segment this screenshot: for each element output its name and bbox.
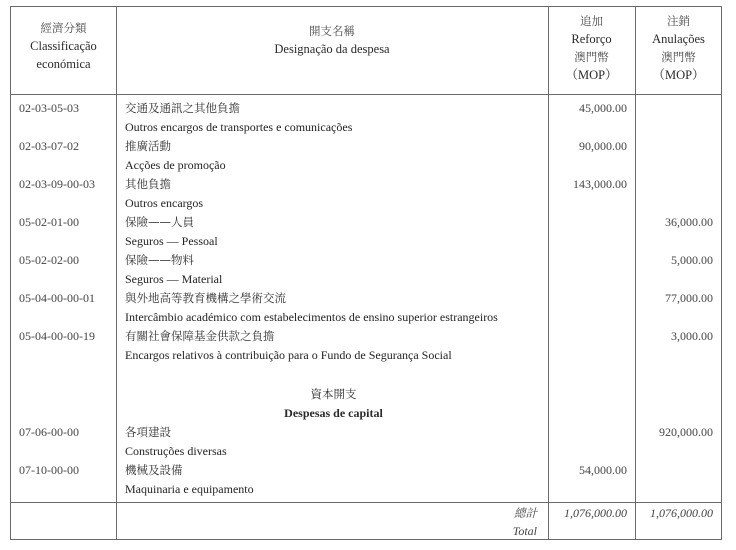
total-label (513, 504, 537, 540)
row-code: 05-02-01-00 (19, 215, 79, 229)
table-row (11, 213, 721, 251)
total-label-cn: 總計 (514, 506, 537, 520)
table-row (11, 289, 721, 327)
header-classification-pt2: económica (36, 57, 91, 71)
header-anulacoes-pt: Anulações (652, 32, 705, 46)
row-designation-cn: 有關社會保障基金供款之負擔 (125, 329, 275, 343)
header-rule (11, 94, 721, 95)
row-code: 07-10-00-00 (19, 463, 79, 477)
header-classification (11, 19, 116, 73)
section-heading (117, 385, 550, 423)
row-reforco: 54,000.00 (579, 463, 627, 477)
row-code: 05-02-02-00 (19, 253, 79, 267)
row-code: 02-03-09-00-03 (19, 177, 95, 191)
row-designation-pt: Outros encargos de transportes e comunicações (125, 120, 353, 134)
header-classification-cn: 經濟分類 (40, 21, 87, 35)
row-designation-cn: 其他負擔 (125, 177, 171, 191)
header-designation-pt: Designação da despesa (274, 42, 390, 56)
row-code: 07-06-00-00 (19, 425, 79, 439)
header-reforco-pt: Reforço (571, 32, 612, 46)
header-reforco-unit: （MOP） (565, 68, 618, 82)
total-reforco: 1,076,000.00 (564, 506, 627, 520)
row-designation-pt: Acções de promoção (125, 158, 226, 172)
row-designation-cn: 交通及通訊之其他負擔 (125, 101, 240, 115)
row-code: 05-04-00-00-01 (19, 291, 95, 305)
row-designation-pt: Intercâmbio académico com estabelecimentos de ensino superior estrangeiros (125, 310, 498, 324)
header-designation-cn: 開支名稱 (309, 24, 355, 38)
header-anulacoes (635, 12, 722, 84)
budget-table (10, 6, 722, 540)
total-anulacoes: 1,076,000.00 (650, 506, 713, 520)
row-anulacoes: 77,000.00 (665, 291, 713, 305)
row-designation-pt: Seguros — Pessoal (125, 234, 218, 248)
table-row (11, 461, 721, 499)
header-anulacoes-cn: 注銷 (667, 14, 690, 28)
header-reforco-cn: 追加 (580, 14, 603, 28)
row-designation-cn: 保險——人員 (125, 215, 194, 229)
table-row (11, 327, 721, 365)
row-designation-pt: Encargos relativos à contribuição para o Fundo de Segurança Social (125, 348, 452, 362)
row-designation-pt: Outros encargos (125, 196, 204, 210)
table-row (11, 99, 721, 137)
row-anulacoes: 5,000.00 (671, 253, 713, 267)
row-designation-cn: 各項建設 (125, 425, 171, 439)
header-classification-pt1: Classificação (30, 39, 97, 53)
table-row (11, 251, 721, 289)
row-designation-cn: 機械及設備 (125, 463, 183, 477)
row-reforco: 45,000.00 (579, 101, 627, 115)
table-row (11, 423, 721, 461)
row-reforco: 90,000.00 (579, 139, 627, 153)
row-designation-cn: 推廣活動 (125, 139, 171, 153)
row-designation-pt: Seguros — Material (125, 272, 223, 286)
row-designation-cn: 與外地高等教育機構之學術交流 (125, 291, 286, 305)
total-label-pt: Total (512, 524, 537, 538)
table-row (11, 175, 721, 213)
row-reforco: 143,000.00 (573, 177, 627, 191)
row-code: 02-03-05-03 (19, 101, 79, 115)
section-heading-pt: Despesas de capital (284, 406, 383, 420)
row-code: 02-03-07-02 (19, 139, 79, 153)
header-anulacoes-unit: （MOP） (652, 68, 705, 82)
row-anulacoes: 920,000.00 (659, 425, 713, 439)
header-anulacoes-currency: 澳門幣 (661, 50, 696, 64)
header-designation (116, 22, 548, 58)
row-anulacoes: 3,000.00 (671, 329, 713, 343)
row-designation-pt: Construções diversas (125, 444, 227, 458)
total-rule (11, 502, 721, 503)
row-designation-cn: 保險——物料 (125, 253, 194, 267)
section-heading-cn: 資本開支 (310, 387, 357, 401)
header-reforco (548, 12, 635, 84)
header-reforco-currency: 澳門幣 (574, 50, 609, 64)
table-row (11, 137, 721, 175)
row-designation-pt: Maquinaria e equipamento (125, 482, 254, 496)
row-anulacoes: 36,000.00 (665, 215, 713, 229)
row-code: 05-04-00-00-19 (19, 329, 95, 343)
